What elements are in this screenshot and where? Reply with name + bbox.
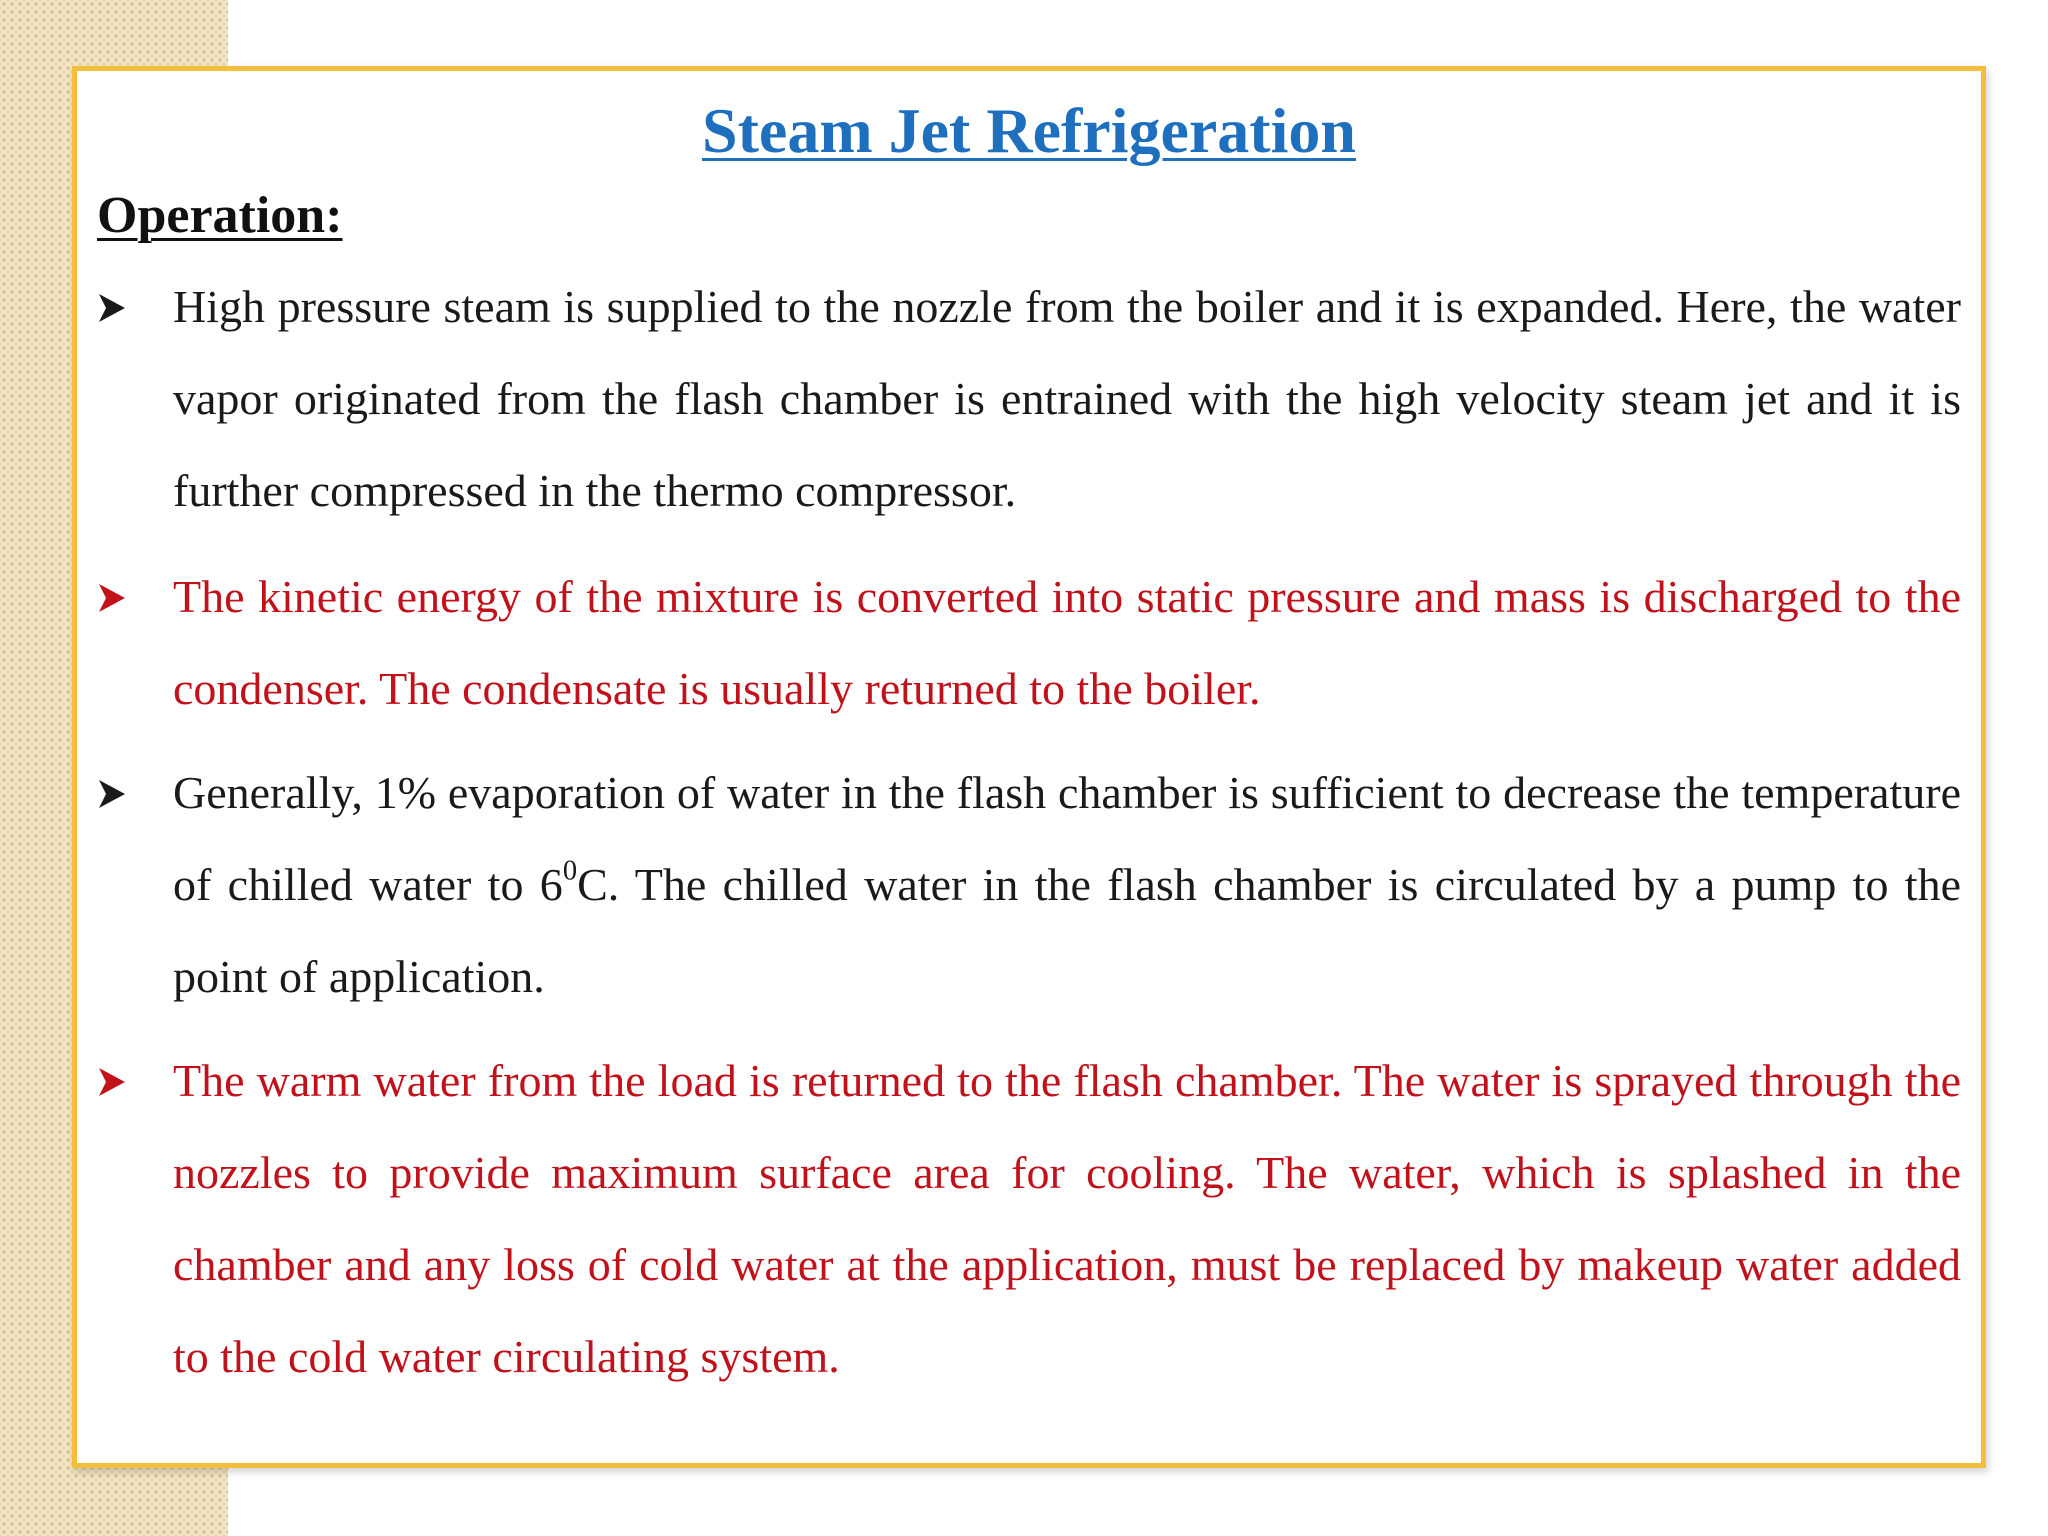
bullet-item-2 [97,551,1961,735]
degree-superscript: 0 [562,855,578,887]
slide-content-frame [72,66,1986,1468]
arrowhead-bullet-icon [97,261,173,353]
bullet-text-1: High pressure steam is supplied to the nozzle from the boiler and it is expanded. Here, the water vapor originated from the flash chamber is entrained with the high velocity steam jet and it is further compressed in the thermo compressor. [173,281,1961,516]
bullet-item-4 [97,1035,1961,1403]
slide-title: Steam Jet Refrigeration [702,95,1356,166]
arrowhead-bullet-icon [97,1035,173,1127]
arrowhead-bullet-icon [97,747,173,839]
bullet-text-4: The warm water from the load is returned to the flash chamber. The water is sprayed through the nozzles to provide maximum surface area for cooling. The water, which is splashed in the chamber and any loss of cold water at the application, must be replaced by makeup water added to the cold water circulating system. [173,1055,1961,1382]
bullet-text-3 [173,747,1961,1023]
section-heading-operation: Operation: [97,187,343,244]
bullet-item-1 [97,261,1961,537]
bullet-text-3-part-2: C. The chilled water in the flash chamber is circulated by a pump to the point of application. [173,859,1961,1002]
arrowhead-bullet-icon [97,551,173,643]
bullet-item-3 [97,747,1961,1023]
bullet-text-2: The kinetic energy of the mixture is converted into static pressure and mass is discharged to the condenser. The condensate is usually returned to the boiler. [173,571,1961,714]
bullet-text-3-part-1: Generally, 1% evaporation of water in the flash chamber is sufficient to decrease the temperature of chilled water to 6 [173,767,1961,910]
